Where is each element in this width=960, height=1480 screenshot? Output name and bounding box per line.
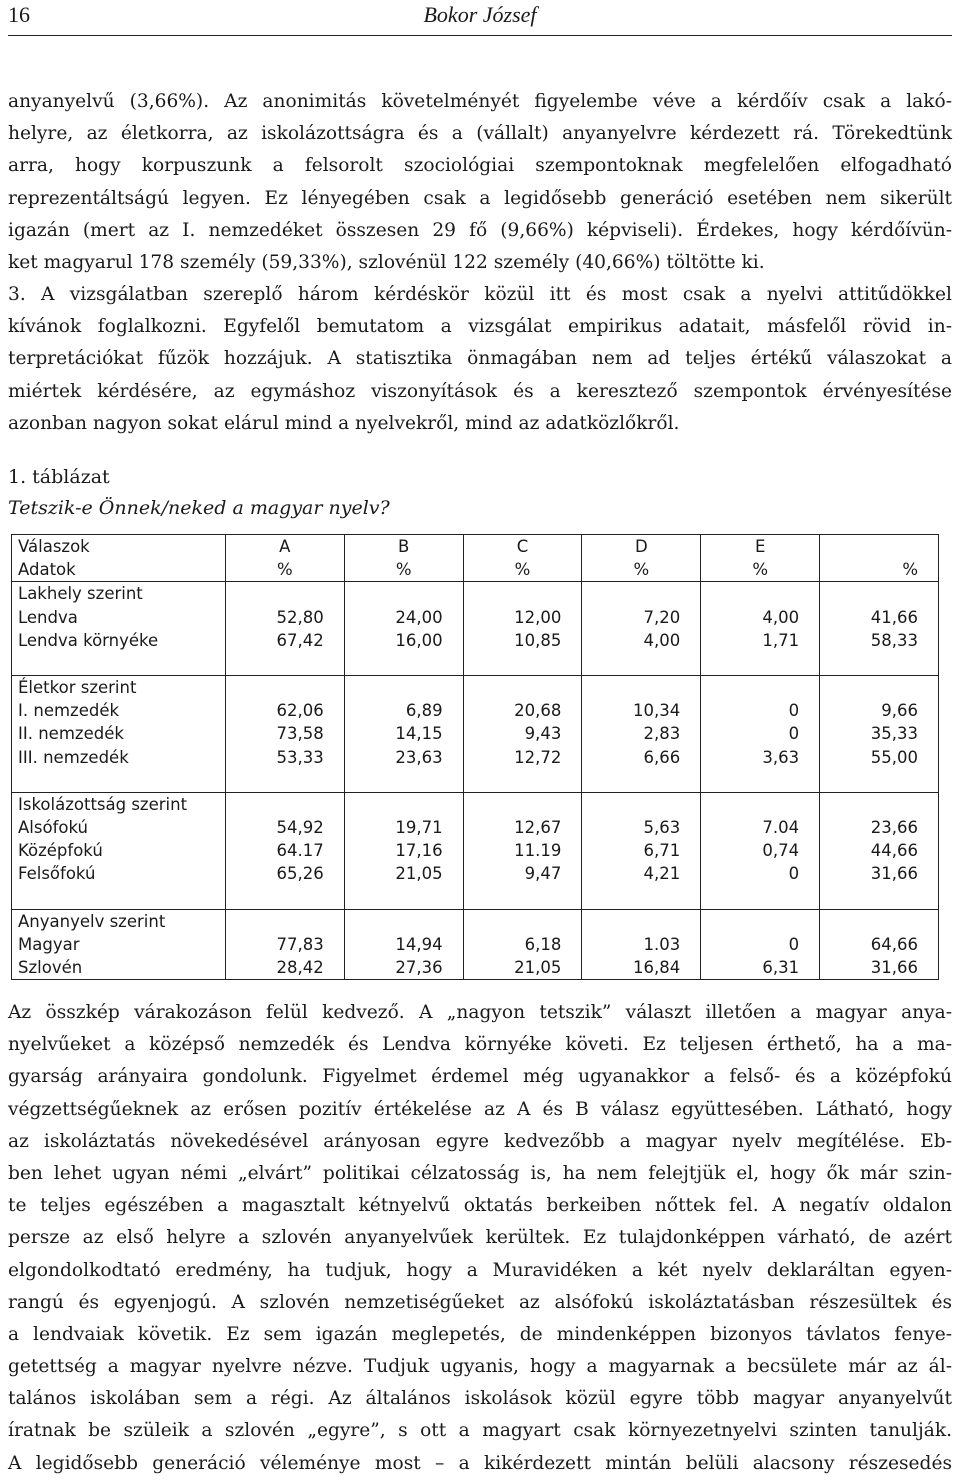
- text-line: a lendvaiak követik. Ez sem igazán meglepetés, de mindenképpen bizonyos távlatos fenye-: [8, 1323, 952, 1345]
- table-cell: 12,72: [463, 746, 582, 769]
- text-line: ket magyarul 178 személy (59,33%), szlovénül 122 személy (40,66%) töltötte ki.: [8, 251, 765, 273]
- table-cell: 27,36: [344, 956, 463, 980]
- table-cell: 0: [701, 933, 820, 956]
- text-line: gyarság arányaira gondolunk. Figyelmet érdemel még ugyanakkor a felső- és a középfokú: [8, 1066, 952, 1088]
- text-line: rangú és egyenjogú. A szlovén nemzetiségűeket az alsófokú iskoláztatásban részesültek és: [8, 1291, 952, 1313]
- row-label: Felsőfokú: [12, 862, 226, 885]
- table-row: [12, 746, 939, 769]
- table-cell: 12,67: [463, 816, 582, 839]
- table-cell: 0: [701, 722, 820, 745]
- text-line: íratnak be szüleik a szlovén „egyre”, s ott a magyart csak környezetnyelvi szinten tanulják.: [8, 1420, 952, 1442]
- table-cell: 19,71: [344, 816, 463, 839]
- paragraph-analysis: [8, 997, 952, 1480]
- table-row: [12, 816, 939, 839]
- text-line: kívánok foglalkozni. Egyfelől bemutatom a vizsgálat empirikus adatait, másfelől rövid in-: [8, 316, 952, 338]
- text-line: talános iskolában sem a régi. Az általános iskolások közül egyre több magyar anyanyelvűt: [8, 1388, 952, 1410]
- paragraph-section-3: [8, 279, 952, 440]
- text-line: Az összkép várakozáson felül kedvező. A „nagyon tetszik” választ illetően a magyar anya-: [8, 1002, 952, 1023]
- table-cell: 31,66: [820, 862, 939, 885]
- spacer-row: [12, 886, 939, 910]
- table-cell: 52,80: [225, 606, 344, 629]
- table-cell: 1.03: [582, 933, 701, 956]
- text-line: anyanyelvű (3,66%). Az anonimitás követelményét figyelembe véve a kérdőív csak a lakó-: [8, 91, 952, 112]
- text-line: arra, hogy korpuszunk a felsorolt szociológiai szempontoknak megfelelően elfogadható: [8, 155, 952, 177]
- table-cell: 1,71: [701, 629, 820, 652]
- text-line: A legidősebb generáció véleménye most – a kikérdezett mintán belüli alacsony részesedés: [8, 1452, 952, 1474]
- text-line: igazán (mert az I. nemzedéket összesen 29 fő (9,66%) képviseli). Érdekes, hogy kérdőívün-: [8, 219, 952, 241]
- table-cell: %: [701, 558, 820, 582]
- table-cell: 65,26: [225, 862, 344, 885]
- group-title: Iskolázottság szerint: [12, 792, 226, 816]
- table-cell: 6,71: [582, 839, 701, 862]
- table-cell: 9,47: [463, 862, 582, 885]
- row-label: II. nemzedék: [12, 722, 226, 745]
- page-number: 16: [8, 2, 30, 27]
- table-cell: 6,31: [701, 956, 820, 980]
- text-line: persze az első helyre a szlovén anyanyelvűek kerültek. Ez tulajdonképpen várható, de azért: [8, 1227, 952, 1249]
- table-cell: 54,92: [225, 816, 344, 839]
- table-cell: 58,33: [820, 629, 939, 652]
- table-row: [12, 956, 939, 980]
- group-title-row: [12, 909, 939, 933]
- text-line: az iskoláztatás növekedésével arányosan egyre kedvezőbb a magyar nyelv megítélése. Eb-: [8, 1130, 952, 1152]
- table-cell: A: [225, 535, 344, 559]
- table-cell: 24,00: [344, 606, 463, 629]
- table-row: [12, 699, 939, 722]
- table-cell: 21,05: [463, 956, 582, 980]
- table-cell: 20,68: [463, 699, 582, 722]
- table-row: [12, 839, 939, 862]
- row-label: Lendva: [12, 606, 226, 629]
- spacer-row: [12, 652, 939, 676]
- table-cell: 62,06: [225, 699, 344, 722]
- row-label: Adatok: [12, 558, 226, 582]
- table-cell: %: [344, 558, 463, 582]
- text-line: ben lehet ugyan némi „elvárt” politikai célzatosság is, ha nem felejtjük el, hogy ők már szin-: [8, 1162, 952, 1184]
- table-cell: 35,33: [820, 722, 939, 745]
- row-label: Szlovén: [12, 956, 226, 980]
- table-cell: 11.19: [463, 839, 582, 862]
- table-caption: [8, 462, 390, 524]
- group-title-row: [12, 582, 939, 606]
- text-line: te teljes egészében a magasztalt kétnyelvű oktatás berkeiben nőttek fel. A negatív oldalon: [8, 1195, 952, 1217]
- table-cell: 64,66: [820, 933, 939, 956]
- text-line: végzettségűeknek az erősen pozitív értékelése az A és B válasz együttesében. Látható, hogy: [8, 1098, 952, 1120]
- table-cell: C: [463, 535, 582, 559]
- table-cell: D: [582, 535, 701, 559]
- text-line: azonban nagyon sokat elárul mind a nyelvekről, mind az adatközlőkről.: [8, 412, 680, 434]
- table-cell: %: [582, 558, 701, 582]
- table-cell: 44,66: [820, 839, 939, 862]
- row-label: Lendva környéke: [12, 629, 226, 652]
- table-cell: %: [820, 558, 939, 582]
- table-cell: 64.17: [225, 839, 344, 862]
- page-header: [8, 0, 952, 36]
- table-cell: 3,63: [701, 746, 820, 769]
- table-cell: 0,74: [701, 839, 820, 862]
- table-row: [12, 722, 939, 745]
- table-cell: 73,58: [225, 722, 344, 745]
- row-label: I. nemzedék: [12, 699, 226, 722]
- table-number: 1. táblázat: [8, 466, 110, 488]
- table-cell: 14,94: [344, 933, 463, 956]
- table-cell: 10,85: [463, 629, 582, 652]
- table-cell: 31,66: [820, 956, 939, 980]
- row-label: Válaszok: [12, 535, 226, 559]
- table-cell: 12,00: [463, 606, 582, 629]
- table-row: [12, 933, 939, 956]
- spacer-row: [12, 769, 939, 793]
- text-line: reprezentáltságú legyen. Ez lényegében csak a legidősebb generáció esetében nem sikerült: [8, 187, 952, 209]
- table-cell: [820, 535, 939, 559]
- table-cell: 6,66: [582, 746, 701, 769]
- table-row: [12, 606, 939, 629]
- group-title: Lakhely szerint: [12, 582, 226, 606]
- table-cell: 17,16: [344, 839, 463, 862]
- row-label: III. nemzedék: [12, 746, 226, 769]
- table-header-row: [12, 558, 939, 582]
- table-cell: 28,42: [225, 956, 344, 980]
- table-cell: 23,63: [344, 746, 463, 769]
- table-cell: 16,00: [344, 629, 463, 652]
- table-cell: 41,66: [820, 606, 939, 629]
- text-line: elgondolkodtató eredmény, ha tudjuk, hogy a Muravidéken a két nyelv deklaráltan egyen-: [8, 1259, 952, 1281]
- table-cell: 77,83: [225, 933, 344, 956]
- table-cell: 6,89: [344, 699, 463, 722]
- table-cell: B: [344, 535, 463, 559]
- table-cell: %: [225, 558, 344, 582]
- table-cell: 6,18: [463, 933, 582, 956]
- table-title: Tetszik-e Önnek/neked a magyar nyelv?: [8, 497, 390, 519]
- table-cell: 4,00: [582, 629, 701, 652]
- table-cell: 0: [701, 862, 820, 885]
- group-title: Anyanyelv szerint: [12, 909, 226, 933]
- table-cell: 9,66: [820, 699, 939, 722]
- text-line: nyelvűeket a középső nemzedék és Lendva környéke követi. Ez teljesen érthető, ha a ma-: [8, 1034, 952, 1056]
- text-line: 3. A vizsgálatban szereplő három kérdéskör közül itt és most csak a nyelvi attitűdökkel: [8, 284, 952, 305]
- table-cell: 10,34: [582, 699, 701, 722]
- table-cell: 53,33: [225, 746, 344, 769]
- table-cell: 5,63: [582, 816, 701, 839]
- group-title-row: [12, 676, 939, 700]
- table-row: [12, 862, 939, 885]
- row-label: Középfokú: [12, 839, 226, 862]
- group-title-row: [12, 792, 939, 816]
- table-cell: 21,05: [344, 862, 463, 885]
- text-line: getettség a magyar nyelvre nézve. Tudjuk ugyanis, hogy a magyarnak a becsülete már az ál-: [8, 1356, 952, 1378]
- table-cell: 2,83: [582, 722, 701, 745]
- table-cell: 7.04: [701, 816, 820, 839]
- table-cell: 14,15: [344, 722, 463, 745]
- table-cell: %: [463, 558, 582, 582]
- text-line: helyre, az életkorra, az iskolázottságra és a (vállalt) anyanyelvre kérdezett rá. Törekedtünk: [8, 123, 952, 145]
- table-cell: 4,00: [701, 606, 820, 629]
- running-head: Bokor József: [423, 2, 537, 27]
- group-title: Életkor szerint: [12, 676, 226, 700]
- table-cell: 9,43: [463, 722, 582, 745]
- table-cell: 7,20: [582, 606, 701, 629]
- table-cell: 55,00: [820, 746, 939, 769]
- table-cell: 0: [701, 699, 820, 722]
- table-header-row: [12, 535, 939, 559]
- table-cell: 4,21: [582, 862, 701, 885]
- table-cell: 23,66: [820, 816, 939, 839]
- table-cell: E: [701, 535, 820, 559]
- row-label: Magyar: [12, 933, 226, 956]
- row-label: Alsófokú: [12, 816, 226, 839]
- table-cell: 67,42: [225, 629, 344, 652]
- table-cell: 16,84: [582, 956, 701, 980]
- text-line: terpretációkat fűzök hozzájuk. A statisztika önmagában nem ad teljes értékű válaszokat a: [8, 348, 952, 370]
- data-table: [11, 534, 939, 980]
- text-line: miértek kérdésére, az egymáshoz viszonyítások és a keresztező szempontok érvényesítése: [8, 380, 952, 402]
- table-row: [12, 629, 939, 652]
- paragraph-intro: [8, 86, 952, 279]
